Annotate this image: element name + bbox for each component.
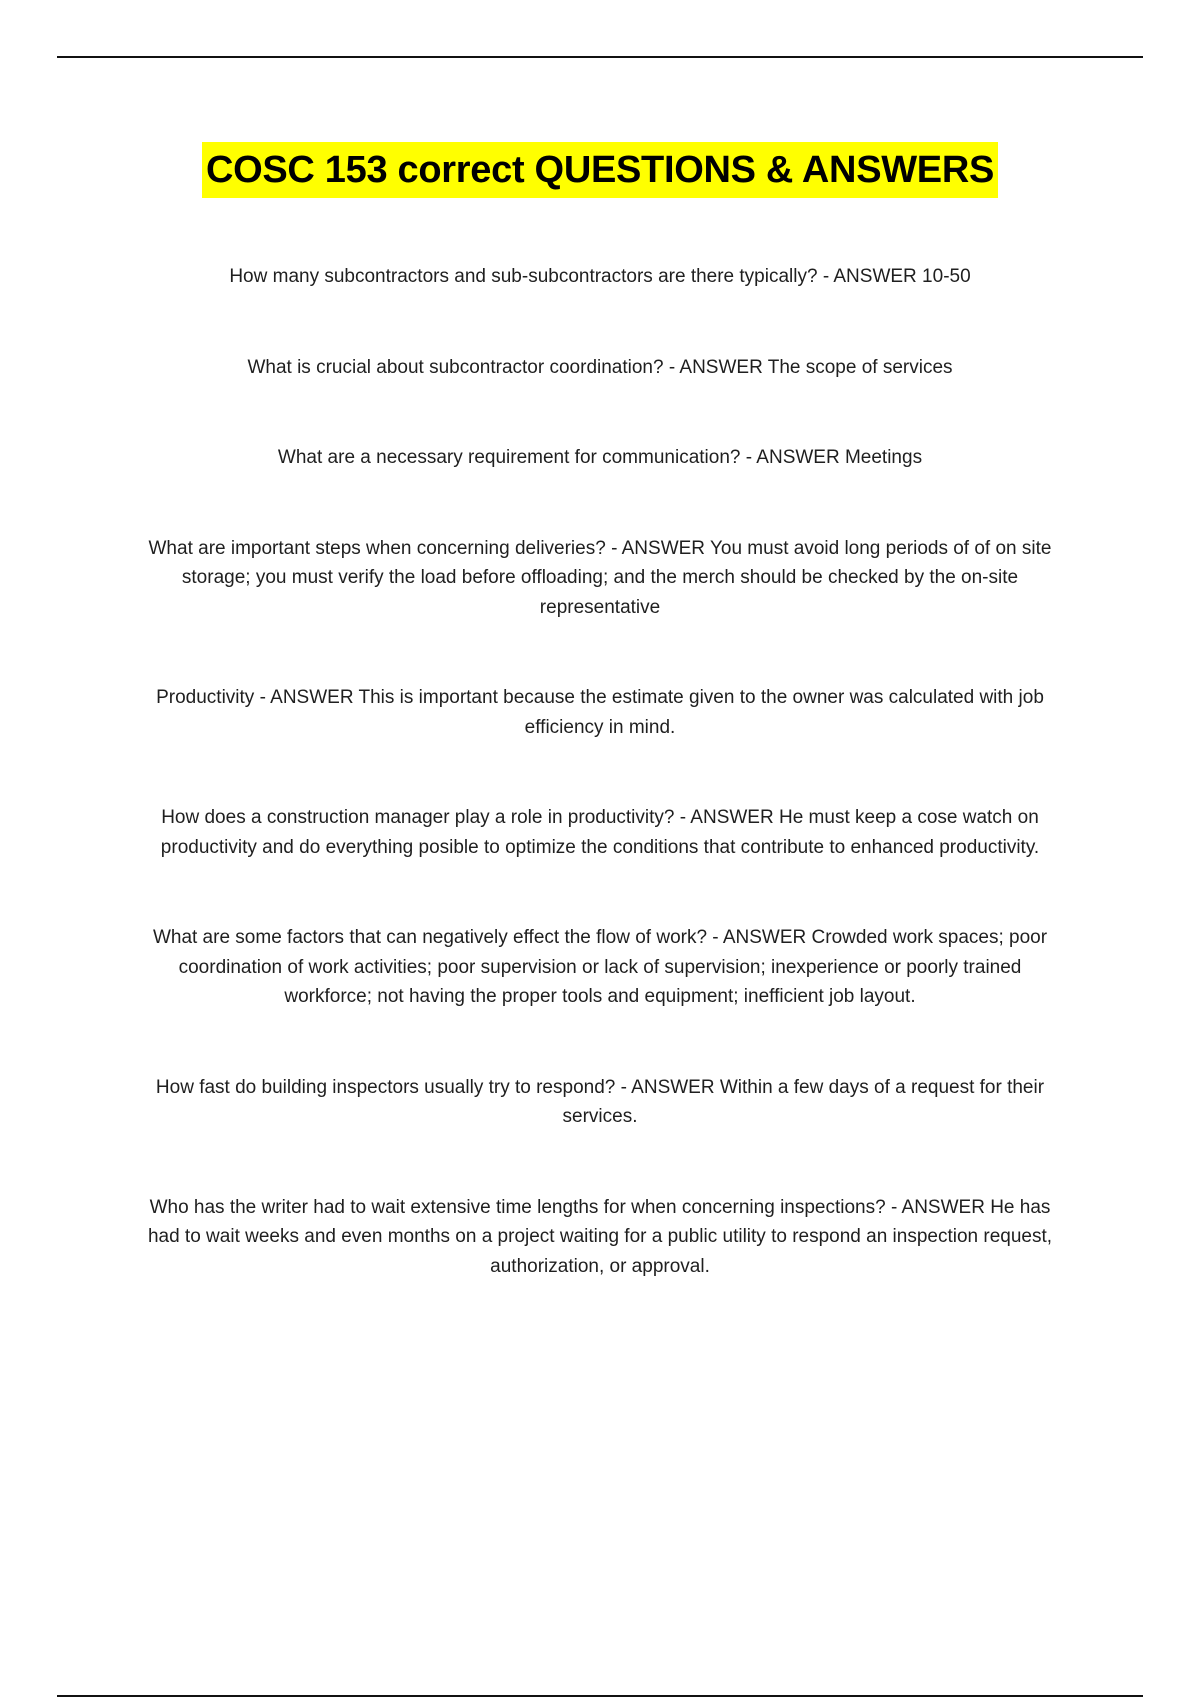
qa-item: What are some factors that can negatively effect the flow of work? - ANSWER Crowded work spaces; poor coordination of work activities; poor supervision or lack of supervision; inexperience or poorly trained workforce; not having the proper tools and equipment; inefficient job layout. xyxy=(152,927,1048,1007)
qa-item: Who has the writer had to wait extensive time lengths for when concerning inspections? - ANSWER He has had to wait weeks and even months on a project waiting for a public utility to respond an inspection request, authorization, or approval. xyxy=(147,1196,1053,1277)
qa-item: How fast do building inspectors usually try to respond? - ANSWER Within a few days of a request for their services. xyxy=(155,1076,1045,1127)
qa-item: How does a construction manager play a role in productivity? - ANSWER He must keep a cose watch on productivity and do everything posible to optimize the conditions that contribute to enhanced productivity. xyxy=(160,807,1040,858)
qa-item: What are a necessary requirement for communication? - ANSWER Meetings xyxy=(277,447,923,468)
qa-item: What are important steps when concerning deliveries? - ANSWER You must avoid long periods of of on site storage; you must verify the load before offloading; and the merch should be checked by the on-site representative xyxy=(148,537,1052,618)
title-block xyxy=(0,142,1200,198)
qa-item: What is crucial about subcontractor coordination? - ANSWER The scope of services xyxy=(247,356,953,378)
qa-item: Productivity - ANSWER This is important because the estimate given to the owner was calculated with job efficiency in mind. xyxy=(156,687,1044,738)
qa-list xyxy=(145,262,1055,1342)
header-rule xyxy=(57,56,1143,58)
qa-item: How many subcontractors and sub-subcontractors are there typically? - ANSWER 10-50 xyxy=(229,266,971,287)
footer-rule xyxy=(57,1695,1143,1697)
document-title: COSC 153 correct QUESTIONS & ANSWERS xyxy=(202,142,998,198)
